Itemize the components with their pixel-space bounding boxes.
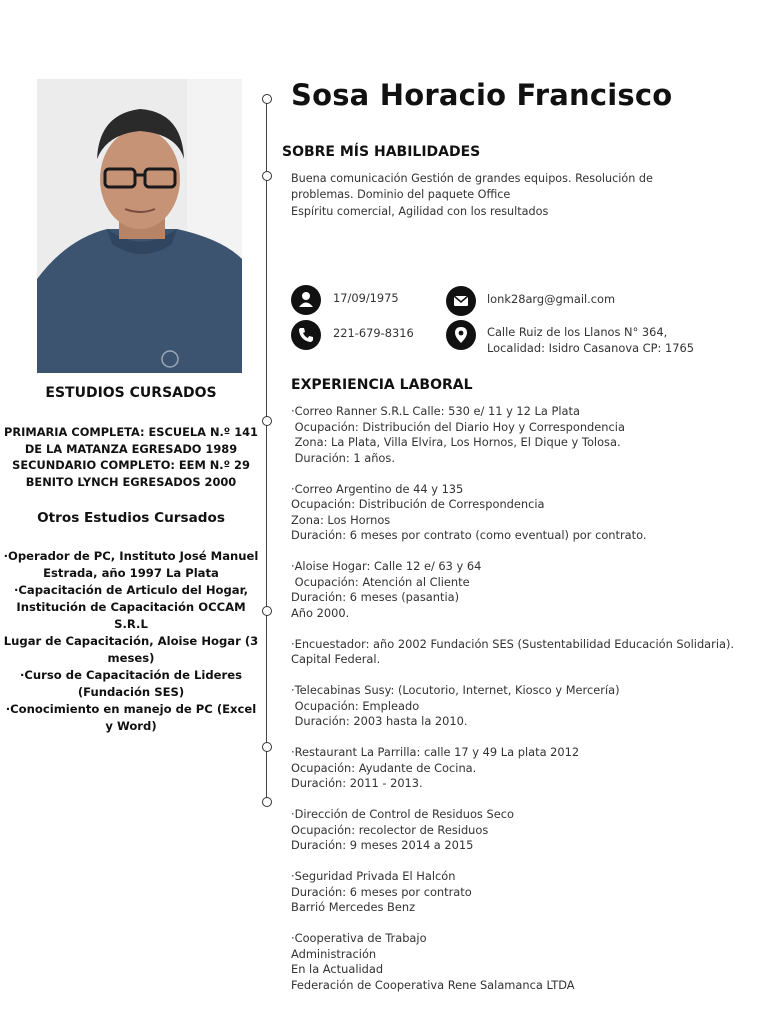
profile-photo	[37, 79, 242, 373]
job-line: ·Dirección de Control de Residuos Seco	[291, 807, 514, 821]
person-icon	[291, 285, 321, 315]
birthdate: 17/09/1975	[333, 291, 399, 305]
job-line: Zona: La Plata, Villa Elvira, Los Hornos, El Dique y Tolosa.	[291, 435, 621, 449]
address	[487, 324, 694, 357]
job-line: Ocupación: Empleado	[291, 698, 420, 713]
other-studies-list	[0, 548, 262, 735]
other-study-line: Estrada, año 1997 La Plata	[43, 566, 219, 580]
other-study-line: ·Curso de Capacitación de Lideres	[20, 668, 242, 682]
phone-icon	[291, 320, 321, 350]
job-line: Administración	[291, 946, 377, 961]
other-study-line: meses)	[107, 651, 155, 665]
job-line: ·Cooperativa de Trabajo	[291, 931, 427, 945]
job-line: Barrió Mercedes Benz	[291, 900, 416, 914]
education-line: DE LA MATANZA EGRESADO 1989	[24, 441, 238, 456]
timeline-line	[266, 98, 267, 801]
job-entry	[291, 482, 761, 544]
skills-text	[291, 171, 711, 220]
job-line: ·Telecabinas Susy: (Locutorio, Internet, Kiosco y Mercería)	[291, 683, 620, 697]
skills-line: problemas. Dominio del paquete Office	[291, 188, 511, 202]
job-line: Duración: 2003 hasta la 2010.	[291, 714, 468, 728]
job-entry	[291, 559, 761, 621]
other-study-line: ·Operador de PC, Instituto José Manuel	[3, 549, 259, 563]
job-line: Duración: 1 años.	[291, 450, 395, 465]
other-study-line: ·Capacitación de Articulo del Hogar,	[13, 583, 249, 597]
job-line: Ocupación: Atención al Cliente	[291, 574, 470, 589]
timeline-dot	[262, 416, 272, 426]
job-line: Federación de Cooperativa Rene Salamanca LTDA	[291, 977, 575, 992]
other-study-line: Lugar de Capacitación, Aloise Hogar (3	[3, 634, 259, 648]
education-list	[0, 424, 262, 490]
job-line: Año 2000.	[291, 605, 350, 620]
job-entry	[291, 637, 761, 668]
other-studies-title: Otros Estudios Cursados	[37, 510, 225, 526]
skills-line: Espíritu comercial, Agilidad con los resultados	[291, 204, 549, 218]
job-line: En la Actualidad	[291, 962, 384, 976]
job-line: Zona: Los Hornos	[291, 512, 391, 527]
other-study-line: ·Conocimiento en manejo de PC (Excel	[5, 702, 257, 716]
experience-list	[291, 404, 761, 1009]
other-study-line: S.R.L	[114, 617, 148, 631]
job-entry	[291, 745, 761, 792]
address-line: Calle Ruiz de los Llanos N° 364,	[487, 325, 668, 339]
job-entry	[291, 404, 761, 466]
skills-line: Buena comunicación Gestión de grandes equipos. Resolución de	[291, 172, 653, 185]
mail-icon	[446, 286, 476, 316]
other-study-line: (Fundación SES)	[77, 685, 185, 699]
skills-title: SOBRE MÍS HABILIDADES	[282, 144, 481, 160]
email[interactable]: lonk28arg@gmail.com	[487, 292, 616, 306]
job-entry	[291, 683, 761, 730]
education-line: BENITO LYNCH EGRESADOS 2000	[25, 474, 237, 489]
timeline-dot	[262, 797, 272, 807]
job-line: ·Restaurant La Parrilla: calle 17 y 49 La plata 2012	[291, 745, 580, 759]
job-line: Ocupación: Distribución de Correspondencia	[291, 497, 545, 511]
timeline-dot	[262, 606, 272, 616]
job-line: ·Seguridad Privada El Halcón	[291, 869, 456, 883]
job-line: Duración: 2011 - 2013.	[291, 776, 423, 790]
job-line: ·Aloise Hogar: Calle 12 e/ 63 y 64	[291, 559, 482, 573]
job-line: Ocupación: recolector de Residuos	[291, 822, 489, 837]
education-line: PRIMARIA COMPLETA: ESCUELA N.º 141	[4, 425, 258, 439]
job-entry	[291, 869, 761, 916]
job-entry	[291, 931, 761, 993]
education-title: ESTUDIOS CURSADOS	[45, 385, 217, 401]
location-pin-icon	[446, 320, 476, 350]
job-line: Ocupación: Ayudante de Cocina.	[291, 760, 477, 775]
other-study-line: y Word)	[105, 719, 157, 733]
experience-title: EXPERIENCIA LABORAL	[291, 377, 473, 393]
job-line: ·Correo Ranner S.R.L Calle: 530 e/ 11 y 12 La Plata	[291, 404, 580, 418]
address-line: Localidad: Isidro Casanova CP: 1765	[487, 341, 694, 356]
other-study-line: Institución de Capacitación OCCAM	[16, 600, 246, 614]
education-line: SECUNDARIO COMPLETO: EEM N.º 29	[12, 458, 250, 473]
job-line: ·Encuestador: año 2002 Fundación SES (Sustentabilidad Educación Solidaria).	[291, 636, 735, 651]
timeline-dot	[262, 171, 272, 181]
timeline-dot	[262, 94, 272, 104]
job-line: Duración: 6 meses por contrato (como eventual) por contrato.	[291, 528, 647, 542]
full-name: Sosa Horacio Francisco	[291, 78, 673, 112]
phone-number[interactable]: 221-679-8316	[333, 326, 414, 340]
job-line: Capital Federal.	[291, 652, 381, 666]
job-line: Duración: 6 meses por contrato	[291, 884, 472, 899]
job-line: Duración: 9 meses 2014 a 2015	[291, 838, 474, 852]
job-entry	[291, 807, 761, 854]
job-line: Duración: 6 meses (pasantia)	[291, 590, 460, 604]
job-line: ·Correo Argentino de 44 y 135	[291, 481, 464, 496]
job-line: Ocupación: Distribución del Diario Hoy y Correspondencia	[291, 419, 625, 434]
timeline-dot	[262, 742, 272, 752]
